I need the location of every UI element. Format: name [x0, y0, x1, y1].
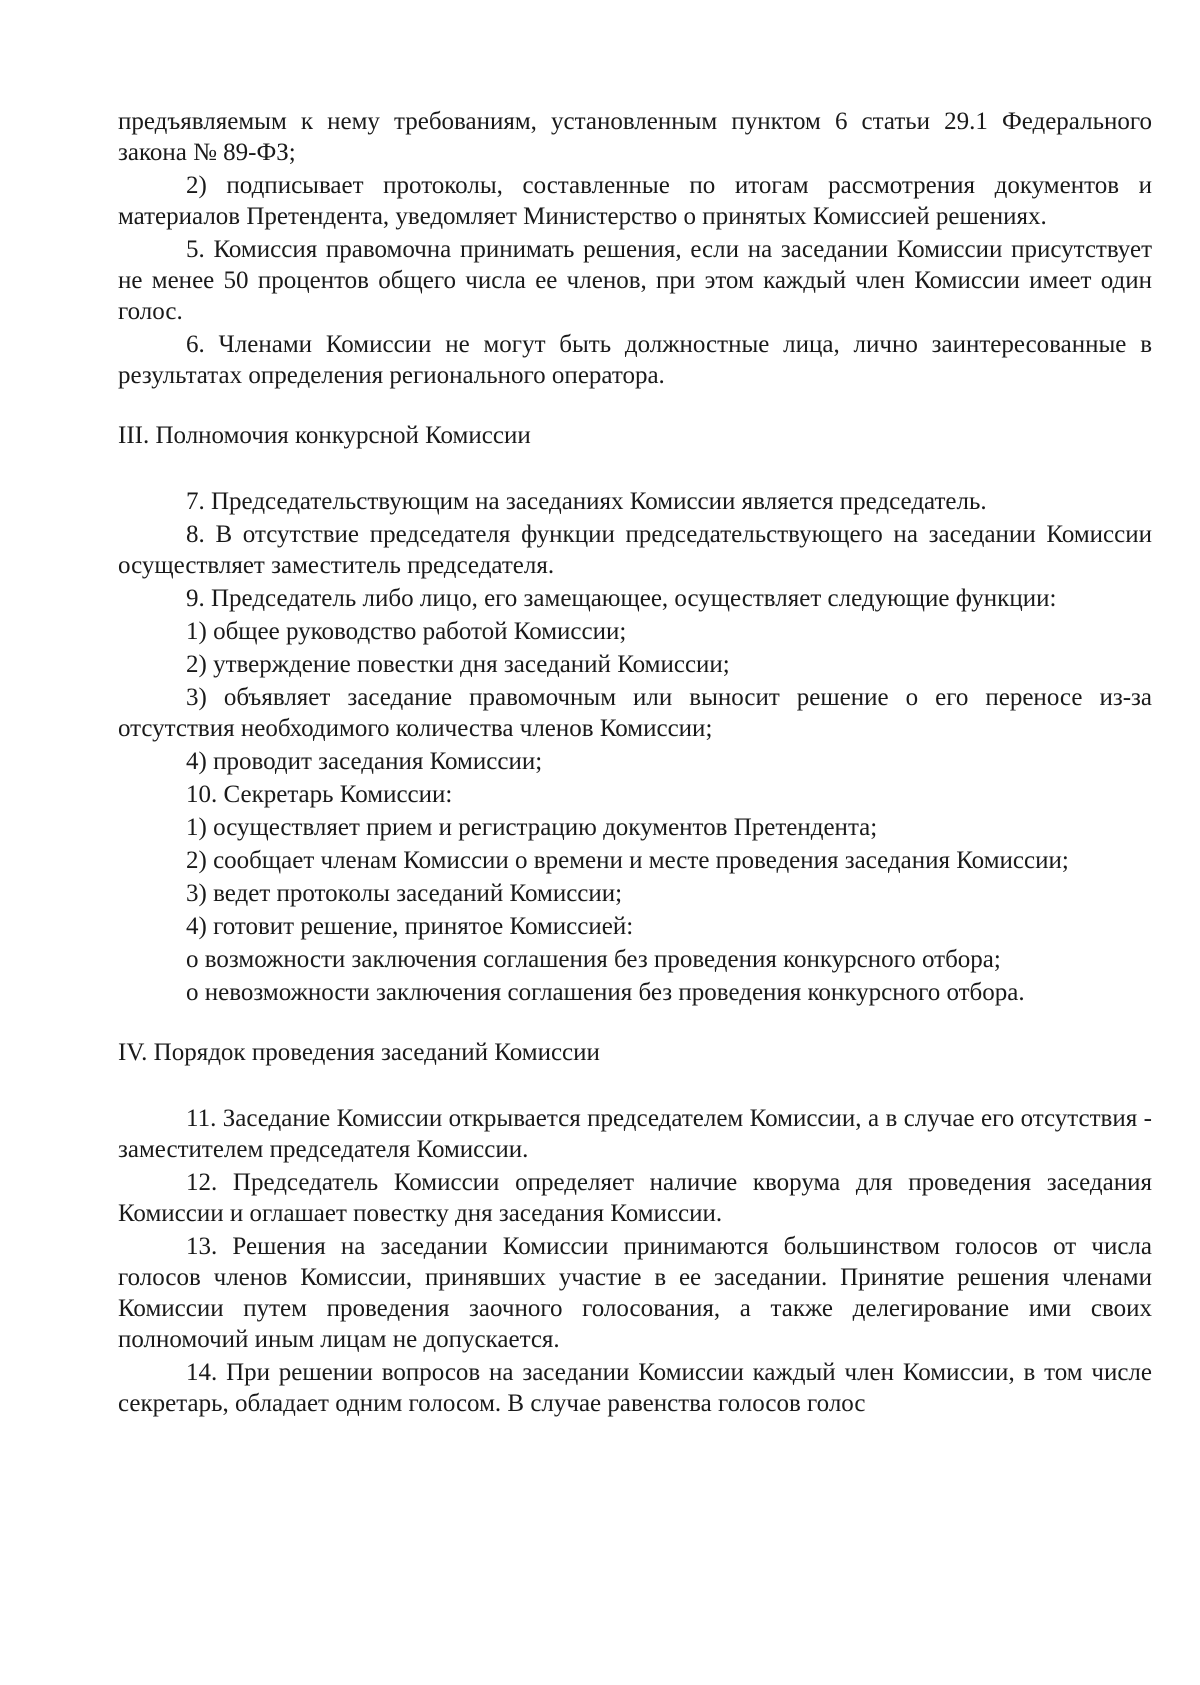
paragraph-12: 12. Председатель Комиссии определяет наличие кворума для проведения заседания Комиссии и оглашает повестку дня заседания Комиссии. [118, 1169, 1152, 1227]
paragraph-9-item-4: 4) проводит заседания Комиссии; [186, 748, 543, 775]
document-body [118, 106, 1152, 1421]
paragraph-10-item-4-option-2: о невозможности заключения соглашения без проведения конкурсного отбора. [186, 979, 1025, 1006]
paragraph-10: 10. Секретарь Комиссии: [186, 781, 453, 808]
paragraph-9-item-1: 1) общее руководство работой Комиссии; [186, 618, 627, 645]
paragraph-6-members: 6. Членами Комиссии не могут быть должностные лица, лично заинтересованные в результатах определения регионального оператора. [118, 331, 1152, 389]
paragraph-14: 14. При решении вопросов на заседании Комиссии каждый член Комиссии, в том числе секретарь, обладает одним голосом. В случае равенства голосов голос [118, 1359, 1152, 1417]
paragraph-13: 13. Решения на заседании Комиссии принимаются большинством голосов от числа голосов членов Комиссии, принявших участие в ее заседании. Принятие решения членами Комиссии путем проведения заочного голосования, а также делегирование ими своих полномочий иным лицам не допускается. [118, 1233, 1152, 1353]
paragraph-9-item-3: 3) объявляет заседание правомочным или выносит решение о его переносе из-за отсутствия необходимого количества членов Комиссии; [118, 684, 1152, 742]
paragraph-7: 7. Председательствующим на заседаниях Комиссии является председатель. [186, 488, 987, 515]
paragraph-10-item-4-option-1: о возможности заключения соглашения без проведения конкурсного отбора; [186, 946, 1001, 973]
paragraph-9: 9. Председатель либо лицо, его замещающее, осуществляет следующие функции: [186, 585, 1057, 612]
section-heading-iii: III. Полномочия конкурсной Комиссии [118, 422, 531, 449]
paragraph-8: 8. В отсутствие председателя функции председательствующего на заседании Комиссии осуществляет заместитель председателя. [118, 521, 1152, 579]
paragraph-continuation: предъявляемым к нему требованиям, установленным пунктом 6 статьи 29.1 Федерального закона № 89-ФЗ; [118, 108, 1152, 166]
paragraph-10-item-1: 1) осуществляет прием и регистрацию документов Претендента; [186, 814, 878, 841]
paragraph-10-item-4: 4) готовит решение, принятое Комиссией: [186, 913, 634, 940]
paragraph-9-item-2: 2) утверждение повестки дня заседаний Комиссии; [186, 651, 730, 678]
paragraph-5-quorum: 5. Комиссия правомочна принимать решения, если на заседании Комиссии присутствует не менее 50 процентов общего числа ее членов, при этом каждый член Комиссии имеет один голос. [118, 236, 1152, 325]
paragraph-item-2-signs-protocols: 2) подписывает протоколы, составленные по итогам рассмотрения документов и материалов Претендента, уведомляет Министерство о принятых Комиссией решениях. [118, 172, 1152, 230]
paragraph-11: 11. Заседание Комиссии открывается председателем Комиссии, а в случае его отсутствия - заместителем председателя Комиссии. [118, 1105, 1152, 1163]
paragraph-10-item-3: 3) ведет протоколы заседаний Комиссии; [186, 880, 623, 907]
section-heading-iv: IV. Порядок проведения заседаний Комиссии [118, 1039, 600, 1066]
paragraph-10-item-2: 2) сообщает членам Комиссии о времени и месте проведения заседания Комиссии; [186, 847, 1069, 874]
